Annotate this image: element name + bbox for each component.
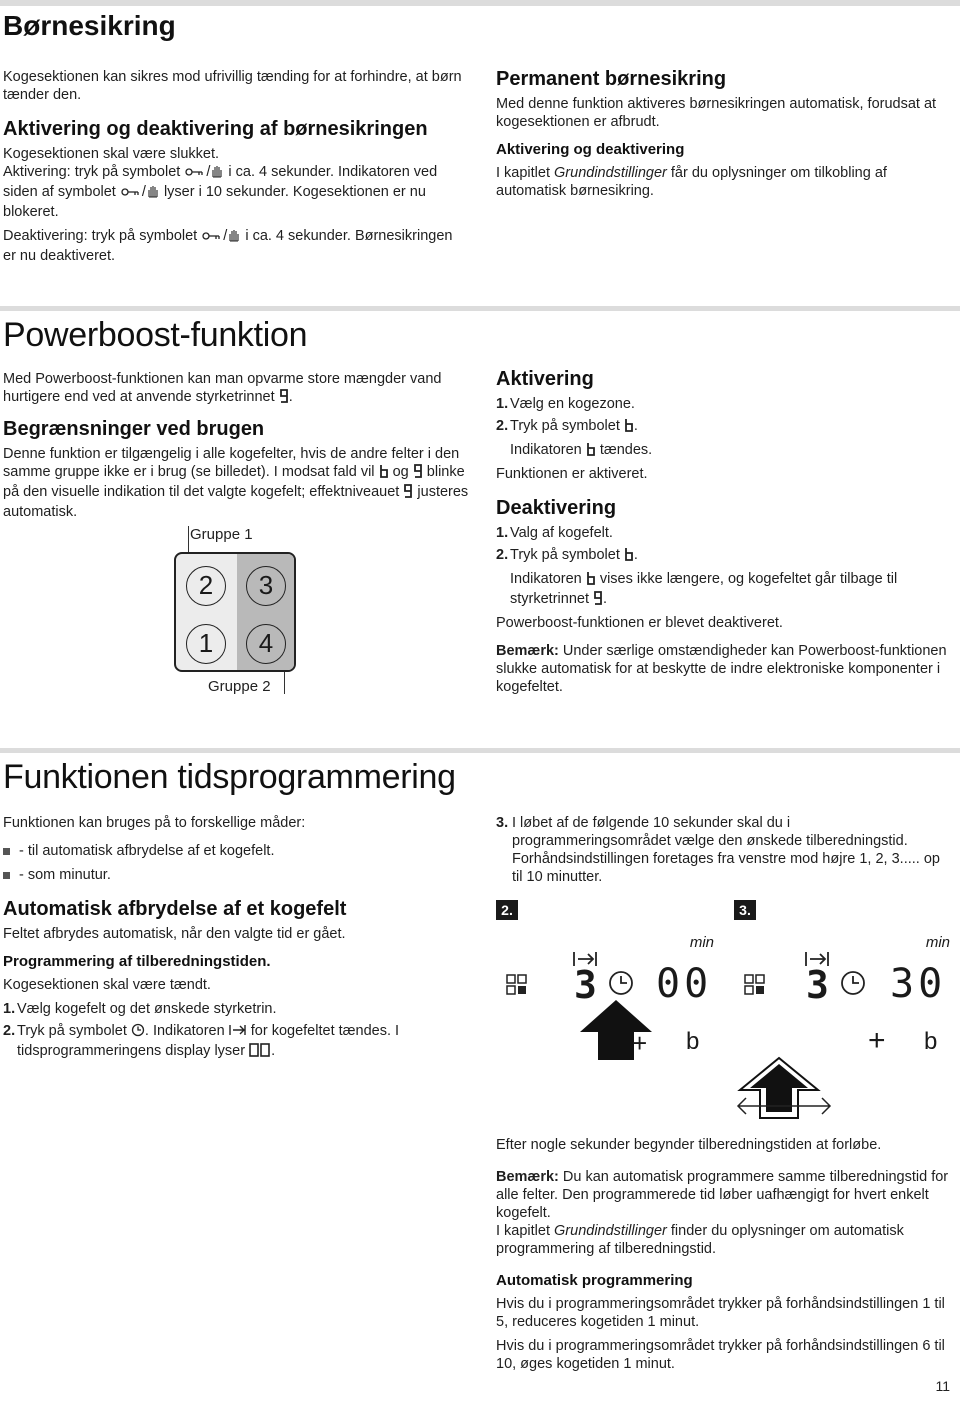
timer-indicator-icon <box>229 1023 247 1042</box>
boost-b-icon <box>586 442 596 461</box>
timer-panel-illustration <box>496 898 956 1130</box>
auto-programming-title: Automatisk programmering <box>496 1272 693 1289</box>
zone-select-icon <box>744 974 766 1001</box>
programming-requirement: Kogesektionen skal være tændt. <box>3 977 211 993</box>
deactivation-result: Powerboost-funktionen er blevet deaktiveret. <box>496 615 783 631</box>
panel-step-3 <box>734 898 956 1130</box>
timer-note2: I kapitlet Grundindstillinger finder du oplysninger om automatisk programmering af tilberedningstid. <box>496 1223 904 1257</box>
boost-b-icon <box>624 547 634 566</box>
activation-result: Funktionen er aktiveret. <box>496 466 648 482</box>
child-lock-subtitle: Aktivering og deaktivering af børnesikringen <box>3 118 428 140</box>
key-lock-icon <box>201 229 223 247</box>
plus-button: + <box>868 1024 886 1057</box>
panel-tag: 2. <box>496 900 518 920</box>
group1-label: Gruppe 1 <box>190 526 253 543</box>
plus-button: + <box>632 1028 648 1058</box>
hand-icon <box>227 228 241 247</box>
programming-steps <box>3 1000 473 1062</box>
programming-step-3: 3. I løbet af de følgende 10 sekunder skal du i programmeringsområdet vælge den ønskede tilberedningstid. Forhåndsindstillingen foretages fra venstre mod højre 1, 2, 3..... op til 10 minutter. <box>496 815 940 885</box>
zone-4: 4 <box>246 624 286 664</box>
powerboost-left-column <box>3 370 473 521</box>
panel-step-2 <box>496 898 720 1130</box>
min-label: min <box>689 934 714 951</box>
timer-left-column <box>3 814 473 1066</box>
level-9-icon <box>413 464 423 483</box>
timer-after-text: Efter nogle sekunder begynder tilberedningstiden at forløbe. <box>496 1137 882 1153</box>
child-lock-right-column <box>496 68 952 200</box>
b-button: b <box>686 1028 700 1055</box>
section-rule-powerboost <box>0 306 960 311</box>
boost-b-icon <box>624 418 634 437</box>
boost-b-icon <box>379 464 389 483</box>
b-button: b <box>924 1028 938 1055</box>
permanent-lock-text2: I kapitlet Grundindstillinger får du oplysninger om tilkobling af automatisk børnesikring. <box>496 165 887 199</box>
activation-steps <box>496 395 956 461</box>
zone-select-icon <box>506 974 528 1001</box>
section-title-child-lock: Børnesikring <box>3 10 176 41</box>
level-9-icon <box>403 484 413 503</box>
permanent-lock-subtitle: Aktivering og deaktivering <box>496 141 685 158</box>
activation-step-1: 1. Vælg en kogezone. <box>496 396 635 412</box>
section-rule-timer <box>0 748 960 753</box>
limits-text: Denne funktion er tilgængelig i alle kogefelter, hvis de andre felter i den samme gruppe ikke er i brug (se billedet). I modsat fald vil og blinke på den visuelle indikation til det valgte kogefelt; effektniveauet justeres automatisk. <box>3 446 469 520</box>
deactivation-steps <box>496 524 956 610</box>
auto-programming-text-1: Hvis du i programmeringsområdet trykker på forhåndsindstillingen 1 til 5, reduceres kogetiden 1 minut. <box>496 1296 945 1330</box>
child-lock-intro: Kogesektionen kan sikres mod ufrivillig tænding for at forhindre, at børn tænder den. <box>3 69 462 103</box>
permanent-lock-text: Med denne funktion aktiveres børnesikringen automatisk, forudsat at kogesektionen er afbrudt. <box>496 96 937 130</box>
panel-tag: 3. <box>734 900 756 920</box>
section-title-timer: Funktionen tidsprogrammering <box>3 758 456 796</box>
powerboost-note: Bemærk: Under særlige omstændigheder kan Powerboost-funktionen slukke automatisk for at beskytte de indre elektroniske komponenter i kogefeltet. <box>496 643 947 695</box>
child-lock-activation: Aktivering: tryk på symbolet / i ca. 4 sekunder. Indikatoren ved siden af symbolet / lyser i 10 sekunder. Kogesektionen er nu blokeret. <box>3 164 438 220</box>
programming-step-2: 2. Tryk på symbolet . Indikatoren for kogefeltet tændes. I tidsprogrammeringens display lyser . <box>3 1022 473 1062</box>
clock-icon <box>840 970 866 1001</box>
hand-icon <box>146 184 160 203</box>
key-lock-icon <box>120 185 142 203</box>
key-lock-icon <box>184 165 206 183</box>
activation-title: Aktivering <box>496 368 594 390</box>
programming-title: Programmering af tilberedningstiden. <box>3 953 271 970</box>
zone-1: 1 <box>186 624 226 664</box>
min-label: min <box>925 934 950 951</box>
timer-intro: Funktionen kan bruges på to forskellige måder: <box>3 815 306 831</box>
top-rule <box>0 0 960 6</box>
slide-arrow-icon <box>734 1094 834 1123</box>
deactivation-title: Deaktivering <box>496 497 617 519</box>
powerboost-right-column <box>496 368 956 696</box>
group2-label: Gruppe 2 <box>208 678 271 695</box>
time-display: 00 <box>656 961 713 1007</box>
timer-uses-list <box>3 842 473 884</box>
timer-right-lower-column <box>496 1136 952 1373</box>
child-lock-left-column <box>3 68 463 265</box>
boost-b-icon <box>586 571 596 590</box>
time-display: 30 <box>890 961 947 1007</box>
timer-right-column <box>496 814 950 890</box>
page-number: 11 <box>935 1378 950 1394</box>
child-lock-deactivation: Deaktivering: tryk på symbolet / i ca. 4 sekunder. Børnesikringen er nu deaktiveret. <box>3 228 453 264</box>
powerboost-intro: Med Powerboost-funktionen kan man opvarme store mængder vand hurtigere end ved at anvende styrketrinnet . <box>3 370 473 408</box>
timer-note: Bemærk: Du kan automatisk programmere samme tilberedningstid for alle felter. Den programmerede tid løber uafhængigt for hvert enkelt kogefelt. <box>496 1169 949 1221</box>
level-display: 3 <box>574 963 597 1007</box>
programming-step-1: 1. Vælg kogefelt og det ønskede styrketrin. <box>3 1001 277 1017</box>
hand-icon <box>210 164 224 183</box>
activation-step-2: 2. Tryk på symbolet . Indikatoren tændes. <box>496 417 956 461</box>
deactivation-step-2: 2. Tryk på symbolet . Indikatoren vises ikke længere, og kogefeltet går tilbage til styrketrinnet . <box>496 546 956 610</box>
cooking-zone-group-diagram <box>170 520 310 700</box>
clock-icon <box>608 970 634 1001</box>
timer-use-item: - til automatisk afbrydelse af et kogefelt. <box>3 842 473 860</box>
level-display: 3 <box>806 963 829 1007</box>
level-9-icon <box>593 591 603 610</box>
auto-programming-text-2: Hvis du i programmeringsområdet trykker på forhåndsindstillingen 6 til 10, øges kogetiden 1 minut. <box>496 1338 945 1372</box>
deactivation-step-1: 1. Valg af kogefelt. <box>496 525 613 541</box>
child-lock-requirement: Kogesektionen skal være slukket. <box>3 146 219 162</box>
limits-title: Begrænsninger ved brugen <box>3 418 265 440</box>
section-title-powerboost: Powerboost-funktion <box>3 316 308 354</box>
level-9-icon <box>279 389 289 408</box>
timer-use-item: - som minutur. <box>3 866 473 884</box>
group2-callout-line <box>284 672 285 694</box>
programming-steps-cont <box>496 814 950 886</box>
zone-3: 3 <box>246 566 286 606</box>
permanent-lock-title: Permanent børnesikring <box>496 68 727 90</box>
auto-off-title: Automatisk afbrydelse af et kogefelt <box>3 898 347 920</box>
zone-2: 2 <box>186 566 226 606</box>
hob-outline <box>174 552 296 672</box>
display-00-icon <box>249 1043 271 1062</box>
auto-off-text: Feltet afbrydes automatisk, når den valgte tid er gået. <box>3 926 346 942</box>
clock-icon <box>131 1023 145 1042</box>
